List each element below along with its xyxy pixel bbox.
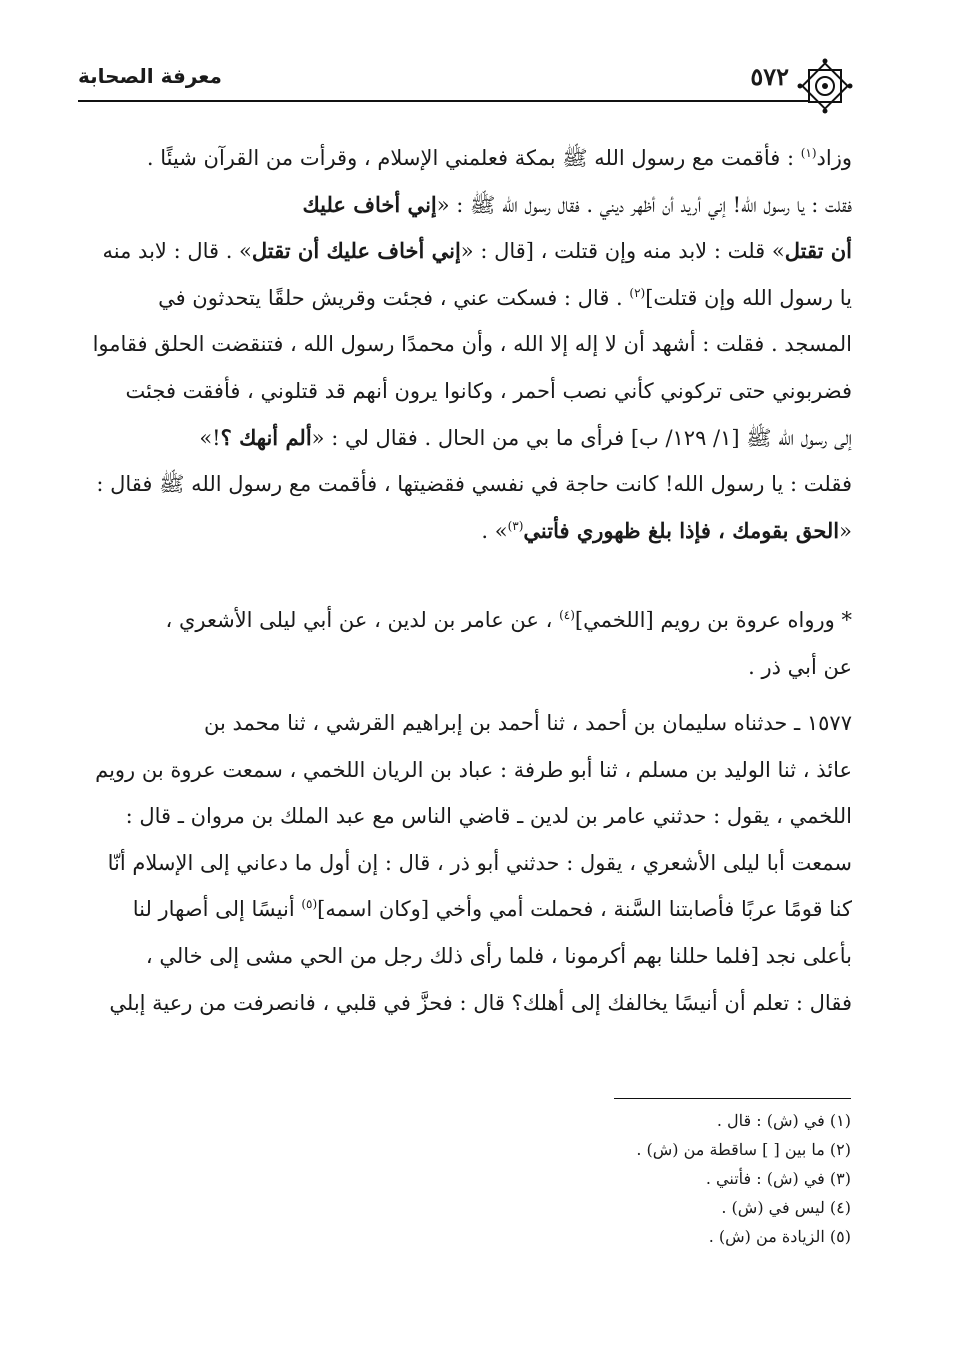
text-line: «الحق بقومك ، فإذا بلغ ظهوري فأتني$^{(٣)}$» . xyxy=(481,517,852,543)
main-paragraph xyxy=(82,135,852,554)
footnote-1: (١) في (ش) : قال . xyxy=(716,1111,851,1130)
footnote-ref: (٣) xyxy=(507,518,524,533)
text-line: فقلت : يا رسول الله! كانت حاجة في نفسي فقضيتها ، فأقمت مع رسول الله ﷺ فقال : xyxy=(96,472,852,497)
footnote-ref: (١) xyxy=(800,146,817,160)
footnote-3: (٣) في (ش) : فأتني . xyxy=(705,1169,851,1188)
book-title: معرفة الصحابة xyxy=(78,64,222,88)
text-line: اللخمي ، يقول : حدثني عامر بن لدين ـ قاضي الناس مع عبد الملك بن مروان ـ قال : xyxy=(125,804,852,829)
text-line: عن أبي ذر . xyxy=(748,654,852,679)
hadith-1577-paragraph xyxy=(82,700,852,1026)
text-line: وزاد$^{(١)}$ : فأقمت مع رسول الله ﷺ بمكة فعلمني الإسلام ، وقرأت من القرآن شيئًا . xyxy=(146,146,852,170)
text-line: فضربوني حتى تركوني كأني نصب أحمر ، وكانوا يرون أنهم قد قتلوني ، فأفقت فجئت xyxy=(125,378,852,403)
text-line: المسجد . فقلت : أشهد أن لا إله إلا الله ، وأن محمدًا رسول الله ، فتنقضت الحلق فقاموا xyxy=(92,332,852,357)
footnote-ref: (٤) xyxy=(559,608,575,622)
text-line: ١٥٧٧ ـ حدثناه سليمان بن أحمد ، ثنا أحمد بن إبراهيم القرشي ، ثنا محمد بن xyxy=(203,711,852,735)
footnote-2: (٢) ما بين [ ] ساقطة من (ش) . xyxy=(636,1140,851,1159)
page-number: ٥٧٢ xyxy=(750,62,789,91)
text-line: أن تقتل» قلت : لابد منه وإن قتلت ، [قال : «إني أخاف عليك أن تقتل» . قال : لابد منه xyxy=(102,238,852,264)
text-line: * ورواه عروة بن رويم [اللخمي]$^{(٤)}$ ، عن عامر بن لدين ، عن أبي ليلى الأشعري ، xyxy=(165,608,852,632)
text-line: بأعلى نجد [فلما حللنا بهم أكرمونا ، فلما رأى ذلك رجل من الحي مشى إلى خالي ، xyxy=(145,943,852,968)
text-line: فقال : تعلم أن أنيسًا يخالفك إلى أهلك؟ قال : فحزَّ في قلبي ، فانصرفت من رعية إبلي xyxy=(109,990,852,1015)
footnote-ref: (٥) xyxy=(301,897,318,912)
text-line: كنا قومًا عربًا فأصابتنا السَّنة ، فحملت أمي وأخي [وكان اسمه]$^{(٥)}$ أنيسًا إلى أصهار لنا xyxy=(132,897,852,922)
narration-paragraph xyxy=(82,597,852,690)
footnotes xyxy=(431,1106,851,1251)
footnote-ref: (٢) xyxy=(629,285,646,300)
text-line: سمعت أبا ليلى الأشعري ، يقول : حدثني أبو ذر ، قال : إن أول ما دعاني إلى الإسلام أنّا xyxy=(107,850,852,875)
header-rule xyxy=(78,100,809,102)
footnote-5: (٥) الزيادة من (ش) . xyxy=(708,1227,851,1246)
text-line: يا رسول الله وإن قتلت]$^{(٢)}$ . قال : فسكت عني ، فجئت وقريش حلقًا يتحدثون في xyxy=(158,285,852,310)
footnote-4: (٤) ليس في (ش) . xyxy=(721,1198,851,1217)
page-header xyxy=(78,58,853,110)
octagram-ornament-icon xyxy=(797,58,853,114)
footnote-rule xyxy=(614,1098,851,1099)
text-line: عائذ ، ثنا الوليد بن مسلم ، ثنا أبو طرفة : عباد بن الريان اللخمي ، سمعت عروة بن رويم xyxy=(95,757,852,782)
text-line: فقلت : يا رسول الله! إني أريد أن أظهر ديني . فقال رسول الله ﷺ : «إني أخاف عليك xyxy=(302,191,852,217)
text-line: إلى رسول الله ﷺ [١/ ١٢٩/ ب] فرأى ما بي من الحال . فقال لي : «ألم أنهك ؟!» xyxy=(199,424,852,450)
